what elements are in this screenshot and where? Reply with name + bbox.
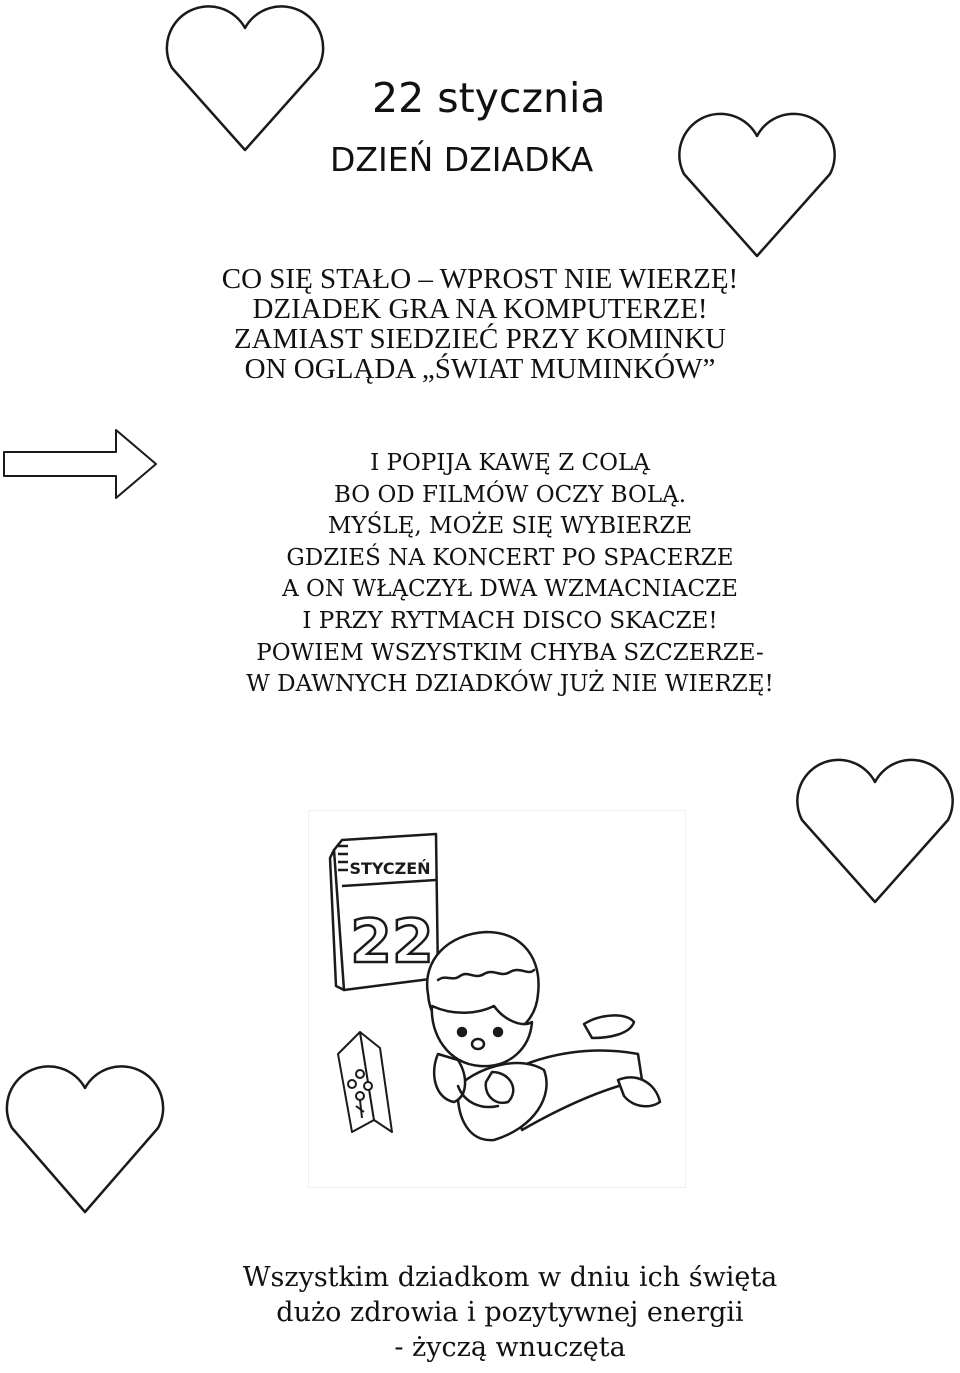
- poem-line: MYŚLĘ, MOŻE SIĘ WYBIERZE: [327, 513, 693, 540]
- heart-middle-right-icon: [792, 754, 958, 906]
- poem-line: A ON WŁĄCZYŁ DWA WZMACNIACZE: [282, 576, 738, 603]
- page-title-date: 22 stycznia: [372, 74, 606, 122]
- poem-stanza-two: [0, 448, 960, 701]
- poem-line: BO OD FILMÓW OCZY BOLĄ.: [333, 481, 687, 508]
- child-with-calendar-illustration: [308, 810, 686, 1188]
- poem-line: POWIEM WSZYSTKIM CHYBA SZCZERZE-: [256, 639, 764, 666]
- heart-bottom-left-icon: [2, 1060, 168, 1216]
- heart-top-right-icon: [676, 110, 838, 260]
- calendar-month-label: STYCZEŃ: [349, 859, 431, 878]
- poem-line: I PRZY RYTMACH DISCO SKACZE!: [302, 607, 718, 634]
- closing-wishes: [0, 1260, 960, 1365]
- heart-top-left-icon: [162, 2, 328, 152]
- calendar-day-label: 22: [350, 907, 434, 977]
- poem-line: DZIADEK GRA NA KOMPUTERZE!: [252, 293, 708, 325]
- poem-line: W DAWNYCH DZIADKÓW JUŻ NIE WIERZĘ!: [246, 671, 774, 698]
- poem-line: CO SIĘ STAŁO – WPROST NIE WIERZĘ!: [221, 263, 739, 295]
- wishes-line: Wszystkim dziadkom w dniu ich święta: [242, 1262, 778, 1293]
- poem-line: GDZIEŚ NA KONCERT PO SPACERZE: [286, 544, 734, 571]
- poem-stanza-one: [0, 264, 960, 384]
- poem-line: I POPIJA KAWĘ Z COLĄ: [370, 450, 650, 476]
- page-title-occasion: DZIEŃ DZIADKA: [330, 140, 594, 179]
- poem-line: ZAMIAST SIEDZIEĆ PRZY KOMINKU: [233, 323, 727, 355]
- wishes-line: dużo zdrowia i pozytywnej energii: [276, 1297, 744, 1328]
- wishes-line: - życzą wnuczęta: [394, 1332, 626, 1363]
- poem-line: ON OGLĄDA „ŚWIAT MUMINKÓW”: [244, 353, 716, 385]
